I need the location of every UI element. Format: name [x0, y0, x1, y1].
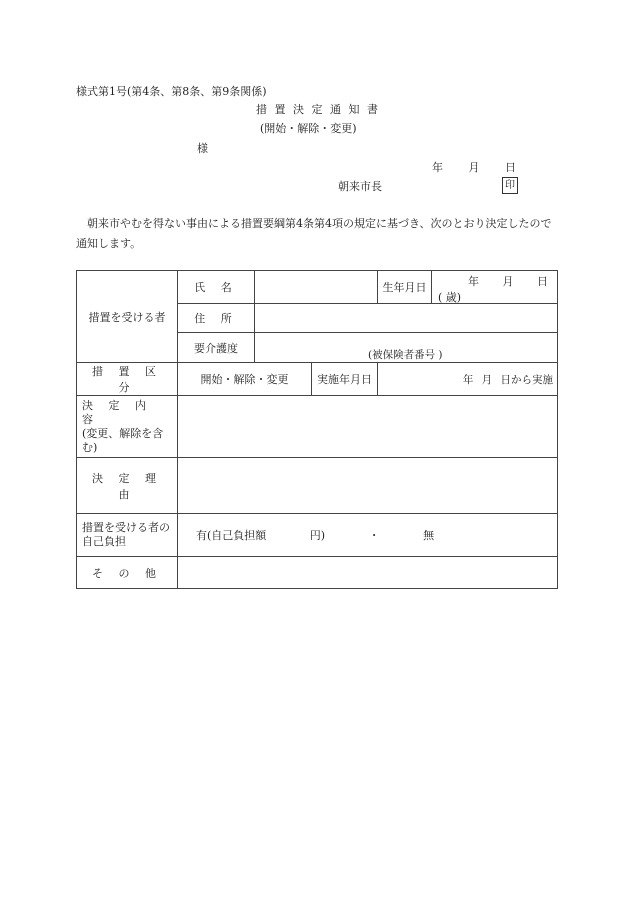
birthdate-label: 生年月日 [378, 271, 432, 304]
burden-field[interactable]: 有(自己負担額 円) ・ 無 [178, 514, 558, 557]
document-subtitle: (開始・解除・変更) [260, 122, 357, 135]
reason-field[interactable] [178, 458, 558, 514]
name-label: 氏 名 [178, 271, 255, 304]
decision-note: (変更、解除を含む) [82, 426, 164, 454]
decision-content-field[interactable] [178, 396, 558, 458]
burden-label: 措置を受ける者の自己負担 [77, 514, 178, 557]
implementation-label: 実施年月日 [312, 363, 378, 396]
other-label: そ の 他 [77, 557, 178, 589]
seal-mark: 印 [502, 177, 518, 194]
recipient-label: 措置を受ける者 [77, 271, 178, 363]
insured-number-field[interactable]: (被保険者番号 ) [255, 333, 558, 363]
issuer-name: 朝来市長 [338, 180, 382, 193]
age-value: ( 歳) [438, 291, 462, 304]
addressee-suffix: 様 [197, 142, 208, 155]
address-field[interactable] [255, 304, 558, 333]
decision-form-table [76, 270, 558, 589]
document-title: 措 置 決 定 通 知 書 [256, 103, 380, 116]
birthdate-field[interactable] [432, 271, 558, 304]
decision-content-label [77, 396, 178, 458]
birthdate-value: 年 月 日 [468, 275, 548, 288]
decision-label: 決 定 内 容 [82, 398, 152, 426]
care-level-label: 要介護度 [178, 333, 255, 363]
issue-date: 年 月 日 [432, 161, 516, 174]
address-label: 住 所 [178, 304, 255, 333]
reason-label: 決 定 理 由 [77, 458, 178, 514]
body-text: 朝来市やむを得ない事由による措置要綱第4条第4項の規定に基づき、次のとおり決定したので通知します。 [76, 217, 552, 250]
category-label: 措 置 区 分 [77, 363, 178, 396]
name-field[interactable] [255, 271, 378, 304]
implementation-date-field[interactable]: 年 月 日から実施 [378, 363, 558, 396]
form-number: 様式第1号(第4条、第8条、第9条関係) [76, 85, 267, 98]
category-value[interactable]: 開始・解除・変更 [178, 363, 312, 396]
other-field[interactable] [178, 557, 558, 589]
